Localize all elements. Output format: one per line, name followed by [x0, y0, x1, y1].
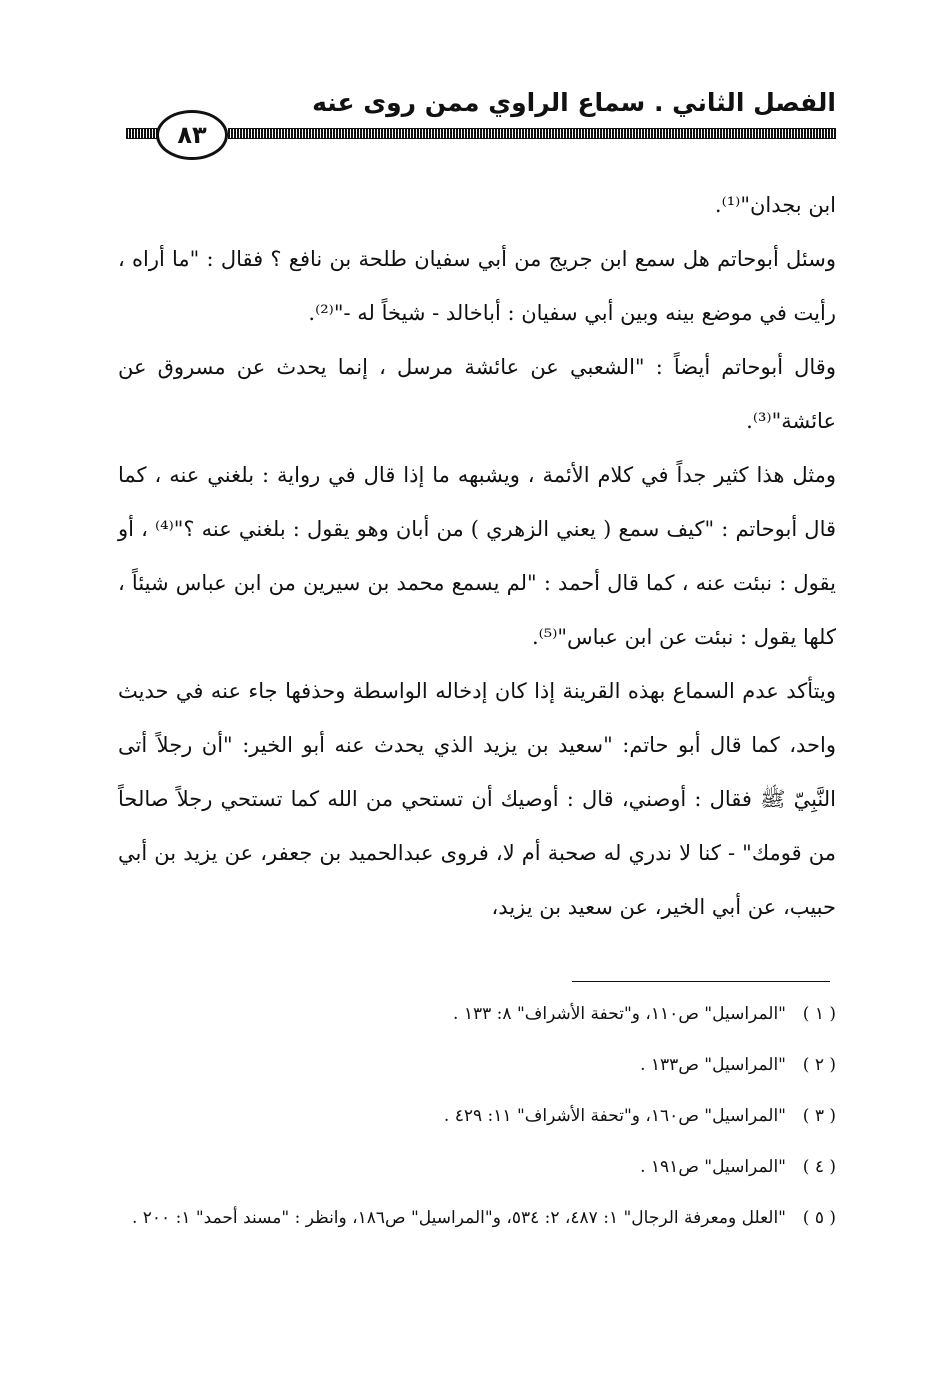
page-number: ٨٣ — [156, 110, 228, 160]
footnote — [118, 1100, 836, 1133]
footnote-number: ( ٢ ) — [802, 1055, 836, 1075]
footnote-number: ( ٤ ) — [802, 1157, 836, 1177]
footnote-text: "المراسيل" ص١١٠، و"تحفة الأشراف" ٨: ١٣٣ . — [453, 1004, 786, 1024]
footnote-number: ( ٥ ) — [802, 1208, 836, 1228]
main-text — [118, 178, 836, 934]
footnote — [118, 1151, 836, 1184]
footnotes — [118, 998, 836, 1253]
footnote-number: ( ١ ) — [802, 1004, 836, 1024]
footnote-text: "المراسيل" ص١٩١ . — [640, 1157, 786, 1177]
footnote-number: ( ٣ ) — [802, 1106, 836, 1126]
header-rule — [228, 128, 836, 139]
paragraph: وسئل أبوحاتم هل سمع ابن جريج من أبي سفيان طلحة بن نافع ؟ فقال : "ما أراه ، رأيت في موضع بينه وبين أبي سفيان : أباخالد - شيخاً له -"⁽²⁾. — [118, 247, 836, 325]
paragraph: ويتأكد عدم السماع بهذه القرينة إذا كان إدخاله الواسطة وحذفها جاء عنه في حديث واحد، كما قال أبو حاتم: "سعيد بن يزيد الذي يحدث عنه أبو الخير: "أن رجلاً أتى النَّبِيّ ﷺ فقال : أوصني، قال : أوصيك أن تستحي من الله كما تستحي رجلاً صالحاً من قومك" - كنا لا ندري له صحبة أم لا، فروى عبدالحميد بن جعفر، عن يزيد بن أبي حبيب، عن أبي الخير، عن سعيد بن يزيد، — [118, 679, 836, 919]
footnote-text: "المراسيل" ص١٦٠، و"تحفة الأشراف" ١١: ٤٢٩ . — [443, 1106, 786, 1126]
footnote-text: "المراسيل" ص١٣٣ . — [640, 1055, 786, 1075]
chapter-title: الفصل الثاني . سماع الراوي ممن روى عنه — [312, 88, 836, 117]
footnote — [118, 998, 836, 1031]
footnote — [118, 1049, 836, 1082]
paragraph: ابن بجدان"⁽¹⁾. — [714, 193, 836, 217]
paragraph: ومثل هذا كثير جداً في كلام الأئمة ، ويشبهه ما إذا قال في رواية : بلغني عنه ، كما قال أبوحاتم : "كيف سمع ( يعني الزهري ) من أبان وهو يقول : بلغني عنه ؟"⁽⁴⁾ ، أو يقول : نبئت عنه ، كما قال أحمد : "لم يسمع محمد بن سيرين من ابن عباس شيئاً ، كلها يقول : نبئت عن ابن عباس"⁽⁵⁾. — [118, 463, 837, 649]
page-header — [116, 88, 836, 158]
footnote-separator — [572, 981, 830, 982]
footnote — [118, 1202, 836, 1235]
footnote-text: "العلل ومعرفة الرجال" ١: ٤٨٧، ٢: ٥٣٤، و"المراسيل" ص١٨٦، وانظر : "مسند أحمد" ١: ٢٠٠ . — [131, 1208, 786, 1228]
paragraph: وقال أبوحاتم أيضاً : "الشعبي عن عائشة مرسل ، إنما يحدث عن مسروق عن عائشة"⁽³⁾. — [118, 355, 836, 433]
